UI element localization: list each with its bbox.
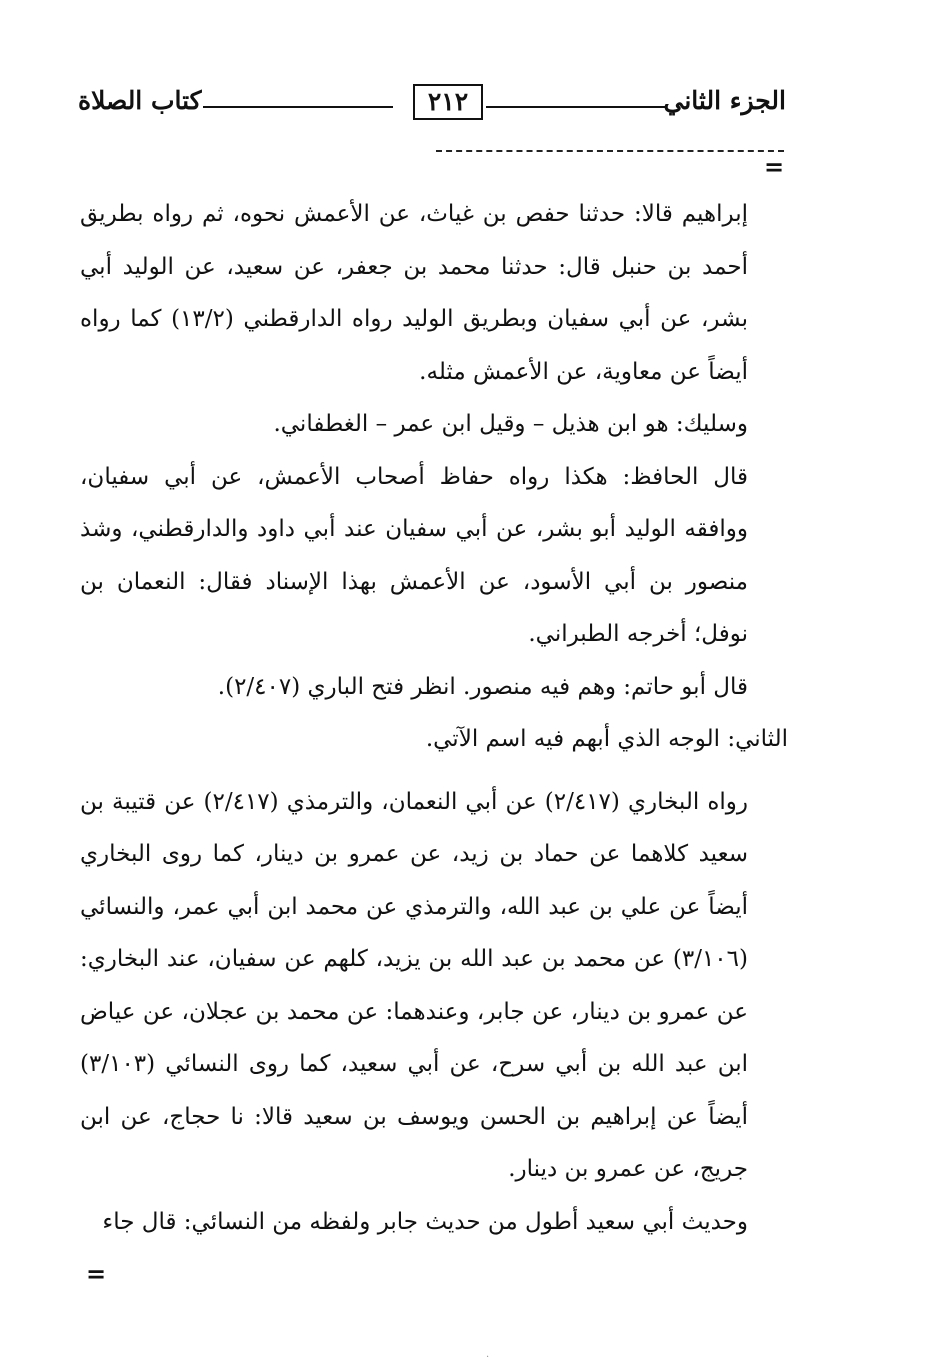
volume-label: الجزء الثاني (663, 86, 786, 115)
body-text (80, 188, 788, 1248)
scan-speck: · (486, 1352, 490, 1363)
continuation-mark-bottom: = (86, 1259, 107, 1288)
header-rule-left (203, 106, 393, 108)
book-label: كتاب الصلاة (78, 86, 202, 115)
paragraph: إبراهيم قالا: حدثنا حفص بن غياث، عن الأعمش نحوه، ثم رواه بطريق أحمد بن حنبل قال: حدثنا محمد بن جعفر، عن سعيد، عن الوليد أبي بشر، عن أبي سفيان وبطريق الوليد رواه الدارقطني (١٣/٢) كما رواه أيضاً عن معاوية، عن الأعمش مثله. (80, 201, 748, 385)
paragraph: قال الحافظ: هكذا رواه حفاظ أصحاب الأعمش، عن أبي سفيان، ووافقه الوليد أبو بشر، عن أبي سفيان عند أبي داود والدارقطني، وشذ منصور بن أبي الأسود، عن الأعمش بهذا الإسناد فقال: النعمان بن نوفل؛ أخرجه الطبراني. (80, 463, 748, 647)
continuation-mark-top: = (764, 152, 785, 181)
continuation-rule (436, 150, 784, 152)
paragraph: رواه البخاري (٢/٤١٧) عن أبي النعمان، والترمذي (٢/٤١٧) عن قتيبة بن سعيد كلاهما عن حماد بن زيد، عن عمرو بن دينار، كما روى البخاري أيضاً عن علي بن عبد الله، والترمذي عن محمد ابن أبي عمر، والنسائي (٣/١٠٦) عن محمد بن عبد الله بن يزيد، كلهم عن سفيان، عند البخاري: عن عمرو بن دينار، عن جابر، وعندهما: عن محمد بن عجلان، عن عياض ابن عبد الله بن أبي سرح، عن أبي سعيد، كما روى النسائي (٣/١٠٣) أيضاً عن إبراهيم بن الحسن ويوسف بن سعيد قالا: نا حجاج، عن ابن جريج، عن عمرو بن دينار. (80, 788, 748, 1182)
section-heading: الثاني: الوجه الذي أبهم فيه اسم الآتي. (425, 726, 788, 752)
paragraph: وسليك: هو ابن هذيل – وقيل ابن عمر – الغطفاني. (273, 411, 748, 437)
page-number: ٢١٢ (413, 84, 483, 120)
paragraph: قال أبو حاتم: وهم فيه منصور. انظر فتح الباري (٢/٤٠٧). (217, 673, 748, 700)
header-rule-right (486, 106, 666, 108)
running-header (78, 82, 786, 122)
paragraph: وحديث أبي سعيد أطول من حديث جابر ولفظه من النسائي: قال جاء (102, 1208, 748, 1235)
